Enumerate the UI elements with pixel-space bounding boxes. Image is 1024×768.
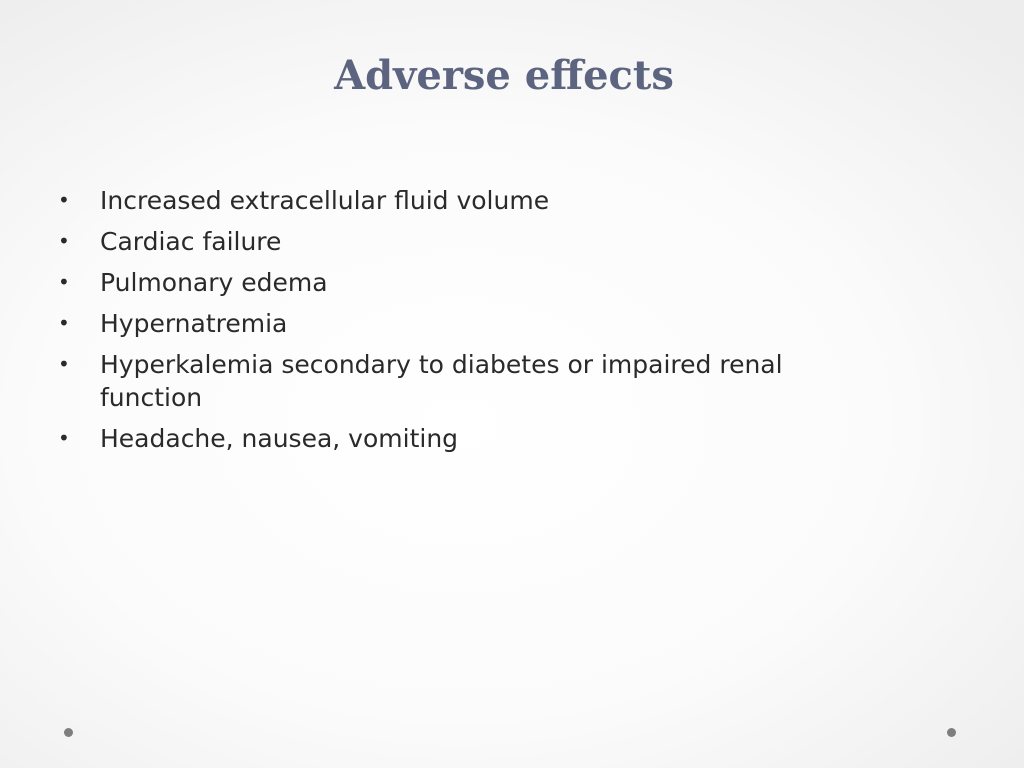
list-item-text: Hypernatremia (100, 309, 288, 338)
list-item (58, 266, 888, 299)
list-item (58, 184, 888, 217)
list-item (58, 422, 888, 455)
bullet-list (58, 184, 888, 463)
list-item-text: Headache, nausea, vomiting (100, 424, 459, 453)
list-item-text: Cardiac failure (100, 227, 282, 256)
bullet-icon: • (58, 426, 70, 450)
bullet-icon: • (58, 188, 70, 212)
corner-dot-left-icon (64, 728, 73, 737)
list-item-text: Increased extracellular fluid volume (100, 186, 550, 215)
list-item (58, 307, 888, 340)
list-item (58, 348, 888, 414)
bullet-icon: • (58, 352, 70, 376)
corner-dot-right-icon (947, 728, 956, 737)
bullet-icon: • (58, 311, 70, 335)
list-item-text: Hyperkalemia secondary to diabetes or impaired renal function (100, 350, 783, 412)
list-item-text: Pulmonary edema (100, 268, 328, 297)
list-item (58, 225, 888, 258)
slide-title: Adverse effects (334, 52, 674, 99)
bullet-icon: • (58, 229, 70, 253)
bullet-icon: • (58, 270, 70, 294)
